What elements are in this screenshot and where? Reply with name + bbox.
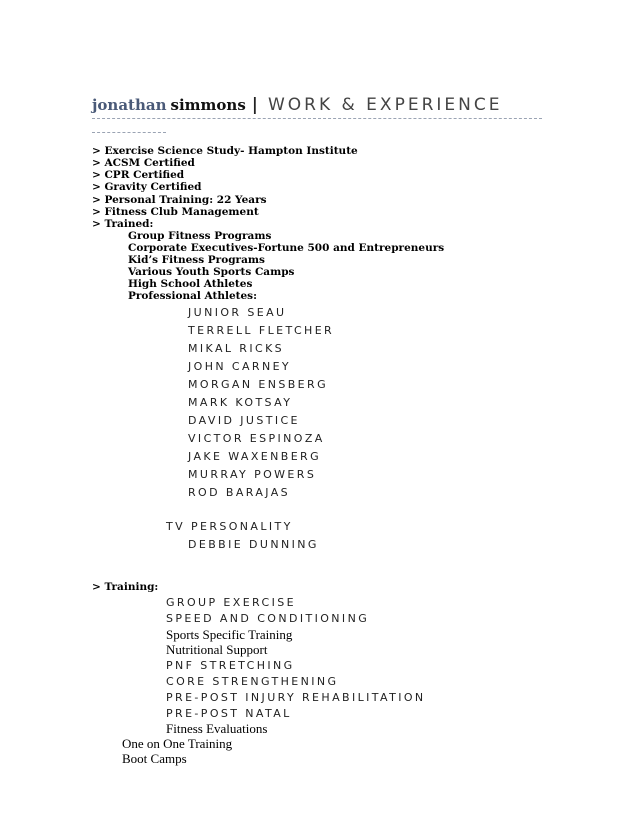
header-first-name: jonathan — [92, 96, 167, 114]
athlete-name: MARK KOTSAY — [188, 396, 293, 409]
header-title: WORK & EXPERIENCE — [267, 95, 503, 115]
credential-item: > Trained: — [92, 218, 154, 230]
athlete-name: MURRAY POWERS — [188, 468, 317, 481]
credential-item: > ACSM Certified — [92, 157, 195, 169]
training-item: CORE STRENGTHENING — [166, 675, 339, 688]
athlete-name: JOHN CARNEY — [188, 360, 292, 373]
credential-item: > CPR Certified — [92, 169, 185, 181]
trained-item: Group Fitness Programs — [128, 230, 272, 242]
credential-item: > Exercise Science Study- Hampton Institute — [92, 145, 358, 157]
training-item: GROUP EXERCISE — [166, 596, 296, 609]
training-extra-item: Boot Camps — [122, 751, 187, 766]
training-item: PRE-POST NATAL — [166, 707, 292, 720]
training-item: Sports Specific Training — [166, 627, 293, 642]
header-last-name: simmons — [170, 96, 246, 114]
trained-item: Various Youth Sports Camps — [128, 266, 295, 278]
tv-personality-label: TV PERSONALITY — [166, 520, 293, 533]
tv-personality-name: DEBBIE DUNNING — [188, 538, 319, 551]
training-item: SPEED AND CONDITIONING — [166, 612, 370, 625]
credential-item: > Gravity Certified — [92, 181, 202, 193]
athlete-name: JAKE WAXENBERG — [188, 450, 322, 463]
athlete-name: TERRELL FLETCHER — [188, 324, 335, 337]
athlete-name: VICTOR ESPINOZA — [188, 432, 325, 445]
header-separator: | — [251, 95, 258, 115]
athlete-name: ROD BARAJAS — [188, 486, 291, 499]
training-item: Fitness Evaluations — [166, 721, 268, 736]
header-divider — [92, 118, 542, 119]
training-item: PNF STRETCHING — [166, 659, 295, 672]
athlete-name: JUNIOR SEAU — [188, 306, 287, 319]
athlete-name: MIKAL RICKS — [188, 342, 285, 355]
training-item: Nutritional Support — [166, 642, 268, 657]
athlete-name: DAVID JUSTICE — [188, 414, 300, 427]
credential-item: > Fitness Club Management — [92, 206, 259, 218]
trained-item: High School Athletes — [128, 278, 253, 290]
trained-item: Professional Athletes: — [128, 290, 257, 302]
training-extra-item: One on One Training — [122, 736, 233, 751]
trained-item: Corporate Executives-Fortune 500 and Entrepreneurs — [128, 242, 445, 254]
athlete-name: MORGAN ENSBERG — [188, 378, 328, 391]
training-item: PRE-POST INJURY REHABILITATION — [166, 691, 426, 704]
training-label: > Training: — [92, 581, 159, 593]
page-header — [92, 95, 502, 115]
credential-item: > Personal Training: 22 Years — [92, 194, 267, 206]
header-divider-short — [92, 132, 166, 133]
trained-item: Kid’s Fitness Programs — [128, 254, 265, 266]
